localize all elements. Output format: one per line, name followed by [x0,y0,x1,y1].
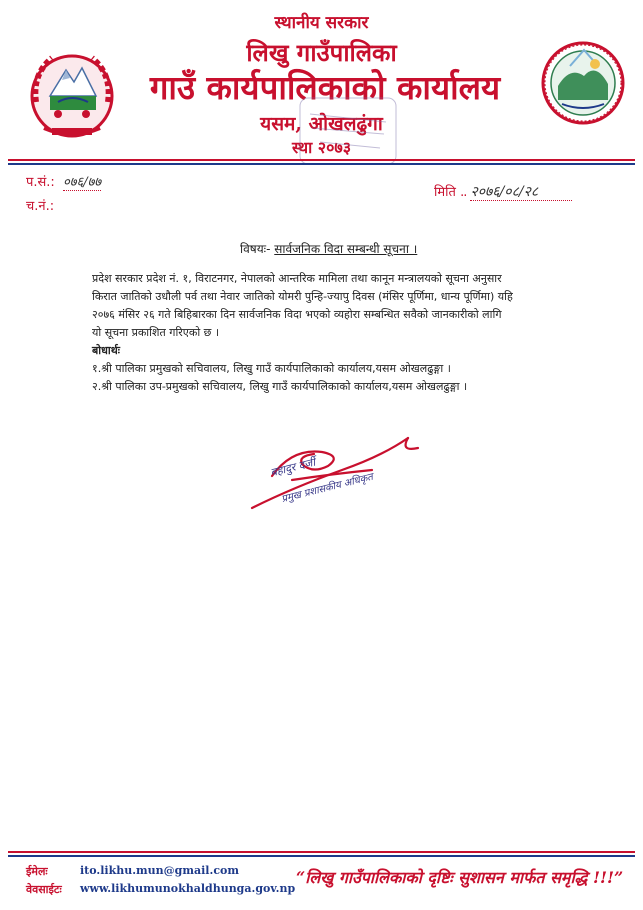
signature-name: बहादुर दर्जी [269,455,317,480]
patra-label: प.सं.: [26,175,55,190]
footer-divider-blue [8,855,635,857]
header-line-established: स्था २०७३ [291,138,352,157]
date-label: मिति [434,185,456,200]
subject-text: सार्वजनिक विदा सम्बन्धी सूचना । [274,242,418,256]
header-line-address: यसम, ओखलढुंगा [260,113,383,135]
signature-title: प्रमुख प्रशासकीय अधिकृत [280,471,375,506]
footer-slogan: “लिखु गाउँपालिकाको दृष्टिः सुशासन मार्फत समृद्धि !!!” [296,868,624,887]
municipality-logo [540,38,626,128]
patra-value: ०७६/७७ [62,175,102,190]
body-line: यो सूचना प्रकाशित गरिएको छ । [92,326,220,339]
nepal-emblem-logo [22,44,122,144]
header-line-municipality: लिखु गाउँपालिका [246,38,397,67]
cc-title: बोधार्थः [92,344,120,357]
email-label: ईमेलः [26,865,48,878]
body-line: किरात जातिको उधौली पर्व तथा नेवार जातिको योमरी पुन्हि-ज्यापु दिवस (मंसिर पूर्णिमा, धान्य पूर्णिमा) यहि [92,290,513,303]
notice-body [92,270,592,396]
body-line: २०७६ मंसिर २६ गते बिहिबारका दिन सार्वजनिक विदा भएको व्यहोरा सम्बन्धित सवैको जानकारीको लागि [92,308,502,321]
cc-item: १.श्री पालिका प्रमुखको सचिवालय, लिखु गाउँ कार्यपालिकाको कार्यालय,यसम ओखलढुङ्गा । [92,362,451,375]
email-link[interactable]: ito.likhu.mun@gmail.com [80,864,239,877]
footer-divider-red [8,851,635,853]
website-label: वेवसाईटः [26,883,62,896]
header-line-local-government: स्थानीय सरकार [274,13,369,33]
website-link[interactable]: www.likhumunokhaldhunga.gov.np [80,882,296,895]
header-divider-red [8,159,635,161]
chalani-label: च.नं.: [26,199,55,214]
body-line: प्रदेश सरकार प्रदेश नं. १, विराटनगर, नेपालको आन्तरिक मामिला तथा कानून मन्त्रालयको सूचना अनुसार [92,272,502,285]
header-line-office: गाउँ कार्यपालिकाको कार्यालय [149,68,501,107]
chalani-number [26,196,54,214]
patra-sankhya [26,172,101,190]
date-value: २०७६/०८/२८ [470,184,572,201]
signature-scribble [232,418,462,528]
header-divider-blue [8,163,635,165]
subject-line [240,240,417,257]
subject-label: विषयः- [240,242,271,256]
date-field: मिति .. २०७६/०८/२८ [434,182,572,201]
cc-item: २.श्री पालिका उप-प्रमुखको सचिवालय, लिखु गाउँ कार्यपालिकाको कार्यालय,यसम ओखलढुङ्गा । [92,380,468,393]
